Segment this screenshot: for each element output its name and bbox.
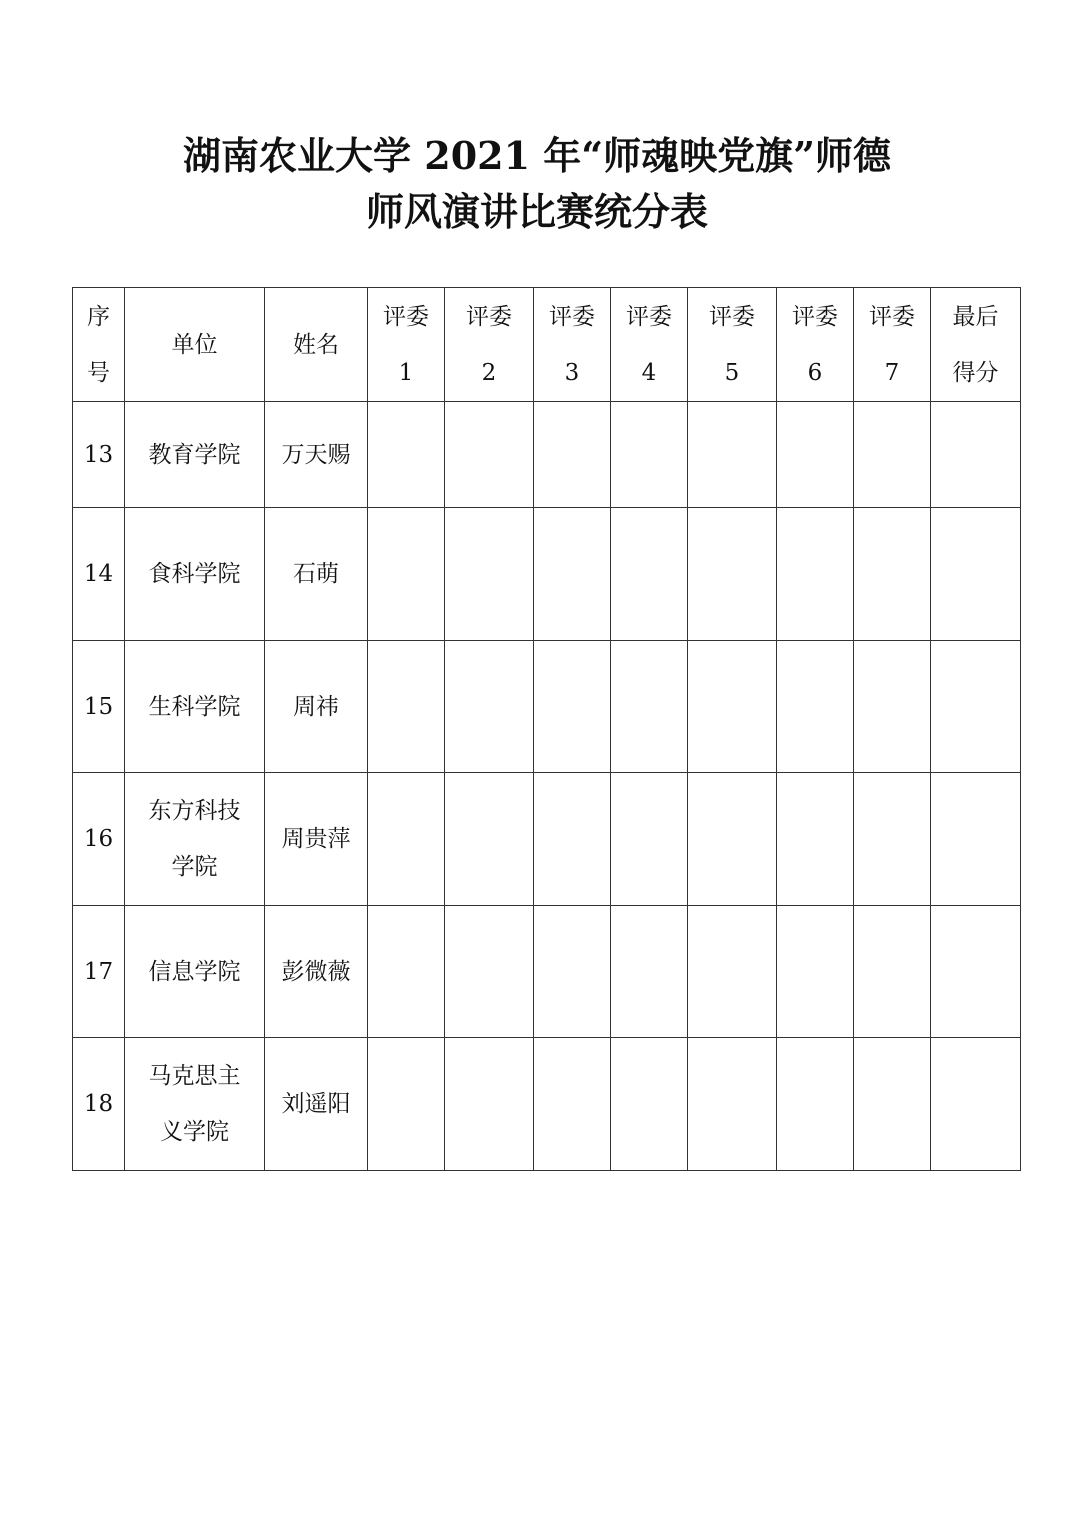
table-row [73, 402, 1021, 508]
final-score-cell[interactable] [931, 773, 1021, 906]
score-cell[interactable] [534, 773, 611, 906]
row-name: 刘遥阳 [265, 1038, 368, 1171]
final-score-cell[interactable] [931, 508, 1021, 641]
row-index: 15 [73, 641, 125, 773]
table-row [73, 508, 1021, 641]
score-cell[interactable] [368, 641, 445, 773]
table-row [73, 906, 1021, 1038]
header-index: 序 号 [73, 288, 125, 402]
score-cell[interactable] [611, 508, 688, 641]
row-name: 周祎 [265, 641, 368, 773]
final-score-cell[interactable] [931, 1038, 1021, 1171]
score-cell[interactable] [534, 641, 611, 773]
row-index: 14 [73, 508, 125, 641]
score-cell[interactable] [445, 402, 534, 508]
row-unit [125, 1038, 265, 1171]
score-cell[interactable] [368, 1038, 445, 1171]
row-unit-text: 东方科技学院 [148, 798, 241, 880]
score-cell[interactable] [445, 906, 534, 1038]
score-table [72, 287, 1021, 1171]
score-cell[interactable] [688, 773, 777, 906]
row-index: 17 [73, 906, 125, 1038]
row-name: 石萌 [265, 508, 368, 641]
score-cell[interactable] [688, 641, 777, 773]
title-line-1: 湖南农业大学 2021 年“师魂映党旗”师德 [183, 133, 891, 178]
final-score-cell[interactable] [931, 402, 1021, 508]
row-index: 18 [73, 1038, 125, 1171]
table-row [73, 773, 1021, 906]
score-cell[interactable] [445, 773, 534, 906]
header-final-score: 最后 得分 [931, 288, 1021, 402]
score-cell[interactable] [777, 1038, 854, 1171]
score-cell[interactable] [534, 906, 611, 1038]
row-unit: 生科学院 [125, 641, 265, 773]
score-cell[interactable] [854, 508, 931, 641]
score-cell[interactable] [445, 1038, 534, 1171]
score-cell[interactable] [534, 1038, 611, 1171]
header-judge-1: 评委 1 [368, 288, 445, 402]
score-cell[interactable] [777, 773, 854, 906]
row-index: 13 [73, 402, 125, 508]
score-cell[interactable] [777, 508, 854, 641]
table-row [73, 1038, 1021, 1171]
header-judge-5: 评委 5 [688, 288, 777, 402]
header-unit: 单位 [125, 288, 265, 402]
header-judge-4: 评委 4 [611, 288, 688, 402]
score-cell[interactable] [368, 402, 445, 508]
score-cell[interactable] [368, 508, 445, 641]
score-cell[interactable] [854, 906, 931, 1038]
score-cell[interactable] [854, 641, 931, 773]
row-unit [125, 773, 265, 906]
score-cell[interactable] [854, 773, 931, 906]
header-row [73, 288, 1021, 402]
row-index: 16 [73, 773, 125, 906]
row-unit: 教育学院 [125, 402, 265, 508]
score-cell[interactable] [688, 402, 777, 508]
table-row [73, 641, 1021, 773]
score-cell[interactable] [777, 402, 854, 508]
score-cell[interactable] [534, 402, 611, 508]
header-judge-3: 评委 3 [534, 288, 611, 402]
score-cell[interactable] [611, 906, 688, 1038]
score-cell[interactable] [611, 402, 688, 508]
document-title [0, 128, 1074, 240]
title-line-2: 师风演讲比赛统分表 [365, 189, 708, 234]
score-cell[interactable] [611, 773, 688, 906]
header-judge-2: 评委 2 [445, 288, 534, 402]
row-name: 彭微薇 [265, 906, 368, 1038]
score-cell[interactable] [854, 402, 931, 508]
row-unit: 食科学院 [125, 508, 265, 641]
score-cell[interactable] [777, 906, 854, 1038]
score-cell[interactable] [777, 641, 854, 773]
header-name: 姓名 [265, 288, 368, 402]
score-cell[interactable] [854, 1038, 931, 1171]
score-cell[interactable] [611, 1038, 688, 1171]
score-cell[interactable] [688, 508, 777, 641]
row-name: 万天赐 [265, 402, 368, 508]
final-score-cell[interactable] [931, 641, 1021, 773]
final-score-cell[interactable] [931, 906, 1021, 1038]
score-cell[interactable] [688, 906, 777, 1038]
score-cell[interactable] [688, 1038, 777, 1171]
score-cell[interactable] [368, 906, 445, 1038]
score-cell[interactable] [368, 773, 445, 906]
score-cell[interactable] [534, 508, 611, 641]
header-judge-7: 评委 7 [854, 288, 931, 402]
header-judge-6: 评委 6 [777, 288, 854, 402]
row-unit-text: 马克思主义学院 [148, 1063, 241, 1145]
row-unit: 信息学院 [125, 906, 265, 1038]
row-name: 周贵萍 [265, 773, 368, 906]
score-cell[interactable] [611, 641, 688, 773]
score-cell[interactable] [445, 508, 534, 641]
score-cell[interactable] [445, 641, 534, 773]
